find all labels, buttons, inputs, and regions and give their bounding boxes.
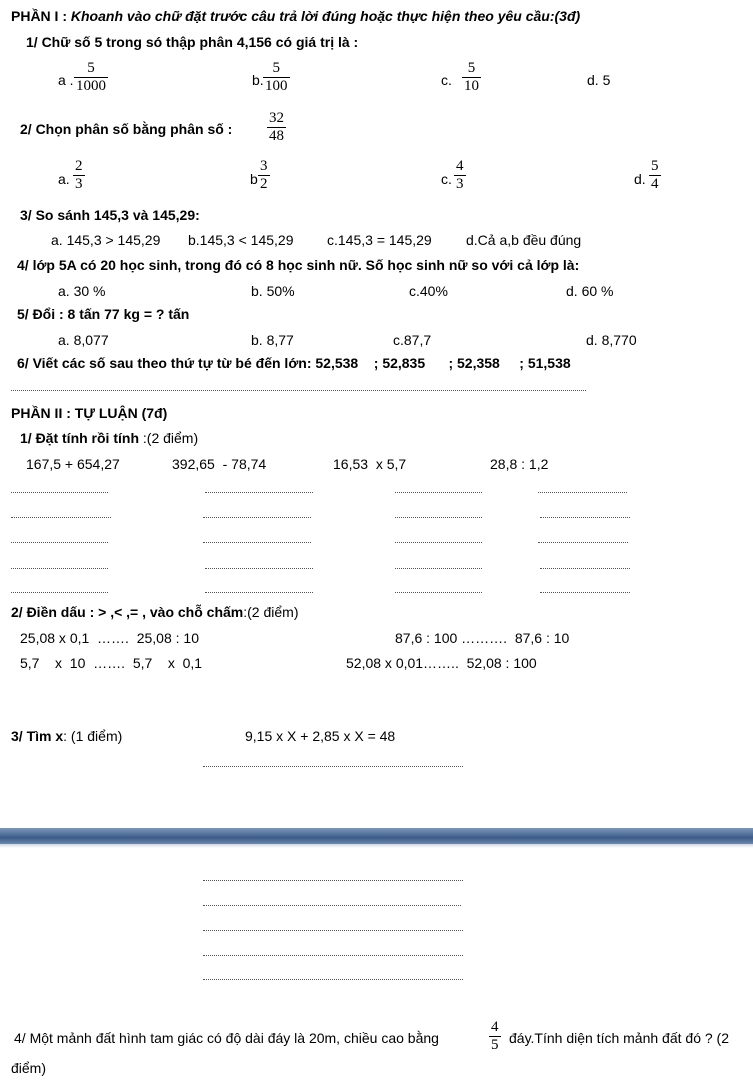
p2-q4-fraction: 4 5 <box>491 1019 499 1053</box>
q3-text: 3/ So sánh 145,3 và 145,29: <box>20 207 200 223</box>
q5-option-d: d. 8,770 <box>586 332 637 348</box>
q3-option-a: a. 145,3 > 145,29 <box>51 232 161 248</box>
q2-target-fraction: 32 48 <box>269 110 284 144</box>
work-line <box>395 492 482 493</box>
p2-q4-text-line2: điểm) <box>11 1060 47 1076</box>
p2-q1-expr-3: 16,53 x 5,7 <box>333 456 407 472</box>
q6-answer-line <box>11 390 586 391</box>
p2-q1-expr-1: 167,5 + 654,27 <box>26 456 120 472</box>
page-divider <box>0 828 753 844</box>
work-line <box>205 492 313 493</box>
q4-option-b: b. 50% <box>251 283 295 299</box>
work-line <box>395 542 482 543</box>
q2-option-d-fraction: 5 4 <box>651 158 659 192</box>
q1-option-d: d. 5 <box>587 72 611 88</box>
work-line <box>11 517 111 518</box>
answer-line <box>203 955 463 956</box>
work-line <box>203 542 311 543</box>
answer-line <box>203 979 463 980</box>
part1-title: PHẦN I : Khoanh vào chữ đặt trước câu trả lời đúng hoặc thực hiện theo yêu cầu:(3đ) <box>11 8 581 24</box>
p2-q1-expr-2: 392,65 - 78,74 <box>172 456 267 472</box>
q2-option-b-fraction: 3 2 <box>260 158 268 192</box>
part2-title: PHẦN II : TỰ LUẬN (7đ) <box>11 405 168 421</box>
work-line <box>11 568 108 569</box>
q1-option-c-label: c. <box>441 72 452 88</box>
q3-option-c: c.145,3 = 145,29 <box>327 232 432 248</box>
q4-option-c: c.40% <box>409 283 448 299</box>
q1-option-a-label: a . <box>58 72 74 88</box>
q1-option-b-label: b. <box>252 72 264 88</box>
q6-text: 6/ Viết các số sau theo thứ tự từ bé đến lớn: 52,538 ; 52,835 ; 52,358 ; 51,538 <box>17 355 571 371</box>
q5-option-c: c.87,7 <box>393 332 432 348</box>
work-line <box>538 542 628 543</box>
work-line <box>538 492 627 493</box>
p2-q2-left-1: 25,08 x 0,1 ……. 25,08 : 10 <box>20 630 199 646</box>
q3-option-b: b.145,3 < 145,29 <box>188 232 294 248</box>
work-line <box>11 492 108 493</box>
q5-option-a: a. 8,077 <box>58 332 109 348</box>
q1-option-b-fraction: 5 100 <box>265 60 288 94</box>
q2-option-a-fraction: 2 3 <box>75 158 83 192</box>
q2-option-b-label: b <box>250 171 258 187</box>
work-line <box>395 517 482 518</box>
q1-option-a-fraction: 5 1000 <box>76 60 106 94</box>
work-line <box>205 592 313 593</box>
q2-option-a-label: a. <box>58 171 70 187</box>
q5-option-b: b. 8,77 <box>251 332 294 348</box>
q3-option-d: d.Cả a,b đều đúng <box>466 232 582 248</box>
page-divider-shadow <box>0 844 753 848</box>
q2-text: 2/ Chọn phân số bằng phân số : <box>20 121 233 137</box>
answer-line <box>203 905 461 906</box>
work-line <box>540 592 630 593</box>
work-line <box>540 568 630 569</box>
p2-q3-heading: 3/ Tìm x: (1 điểm) <box>11 728 123 744</box>
answer-line <box>203 930 463 931</box>
p2-q1-heading: 1/ Đặt tính rồi tính :(2 điểm) <box>20 430 199 446</box>
p2-q2-left-2: 5,7 x 10 ……. 5,7 x 0,1 <box>20 655 203 671</box>
q4-option-d: d. 60 % <box>566 283 614 299</box>
work-line <box>11 592 108 593</box>
q2-option-c-fraction: 4 3 <box>456 158 464 192</box>
p2-q2-right-1: 87,6 : 100 ………. 87,6 : 10 <box>395 630 570 646</box>
q4-option-a: a. 30 % <box>58 283 106 299</box>
q2-option-d-label: d. <box>634 171 646 187</box>
q4-text: 4/ lớp 5A có 20 học sinh, trong đó có 8 học sinh nữ. Số học sinh nữ so với cả lớp là: <box>17 257 580 273</box>
p2-q3-equation: 9,15 x X + 2,85 x X = 48 <box>245 728 396 744</box>
work-line <box>205 568 313 569</box>
q1-text: 1/ Chữ số 5 trong só thập phân 4,156 có giá trị là : <box>26 34 359 50</box>
p2-q4-text-after: đáy.Tính diện tích mảnh đất đó ? (2 <box>509 1030 729 1046</box>
work-line <box>395 568 482 569</box>
work-line <box>540 517 630 518</box>
p2-q2-right-2: 52,08 x 0,01…….. 52,08 : 100 <box>346 655 537 671</box>
p2-q1-expr-4: 28,8 : 1,2 <box>490 456 549 472</box>
p2-q4-text-before: 4/ Một mảnh đất hình tam giác có độ dài đáy là 20m, chiều cao bằng <box>14 1030 439 1046</box>
p2-q2-heading: 2/ Điền dấu : > ,< ,= , vào chỗ chấm:(2 điểm) <box>11 604 299 620</box>
work-line <box>395 592 482 593</box>
work-line <box>203 517 311 518</box>
q2-option-c-label: c. <box>441 171 452 187</box>
q1-option-c-fraction: 5 10 <box>464 60 479 94</box>
work-line <box>11 542 108 543</box>
answer-line <box>203 766 463 767</box>
answer-line <box>203 880 463 881</box>
q5-text: 5/ Đổi : 8 tấn 77 kg = ? tấn <box>17 306 190 322</box>
